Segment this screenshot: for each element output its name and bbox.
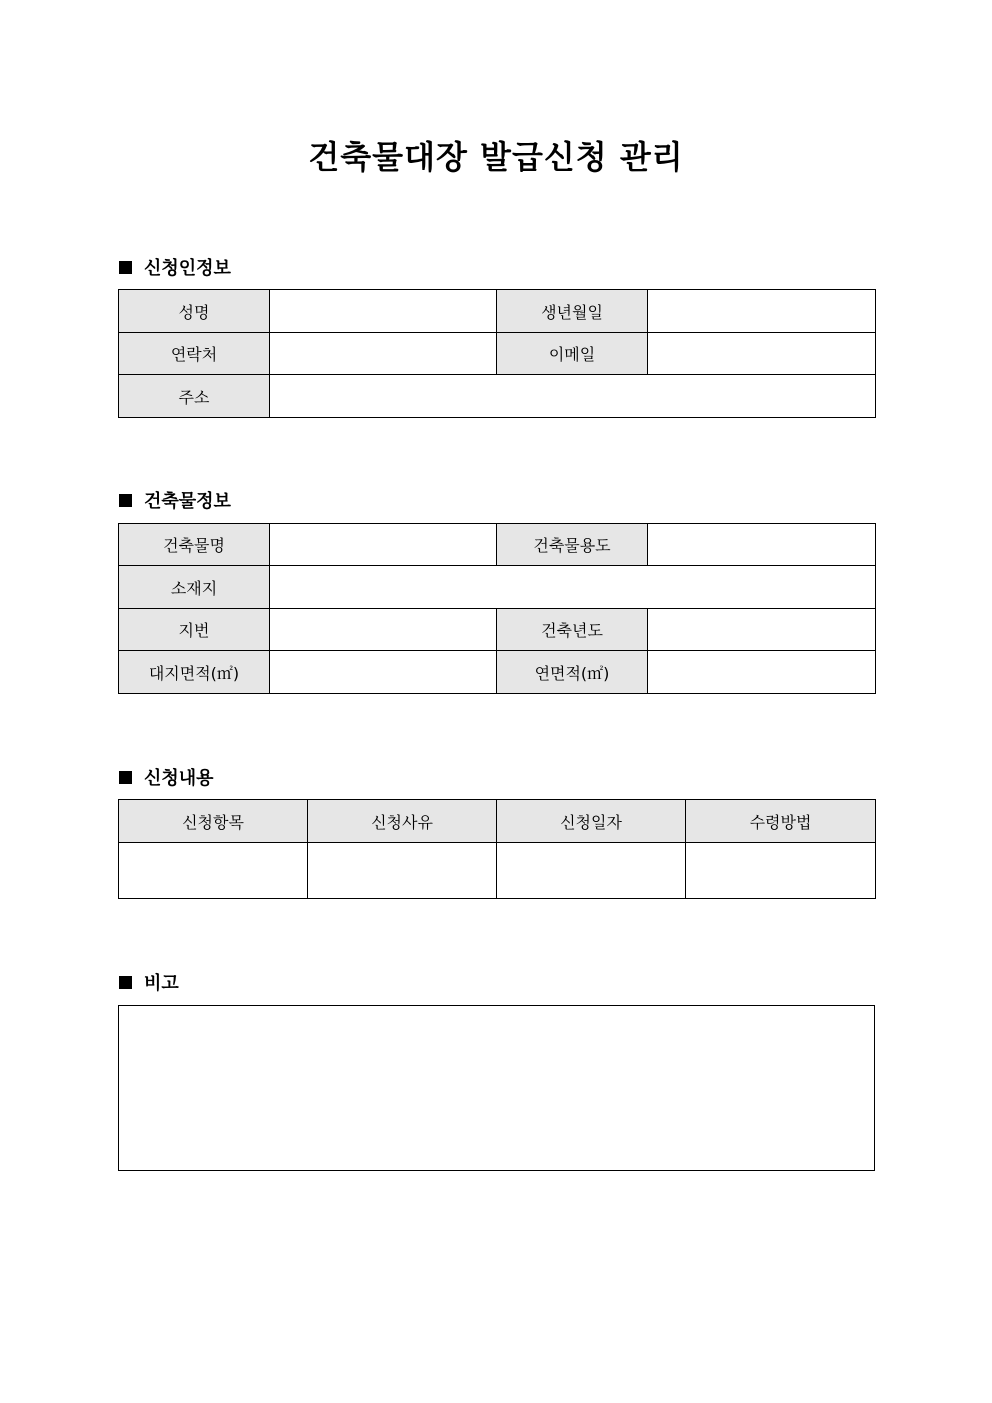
square-bullet-icon: [119, 976, 132, 989]
floor-area-field[interactable]: [648, 651, 876, 694]
building-section-title: 건축물정보: [144, 491, 231, 512]
email-label: 이메일: [497, 333, 648, 375]
birth-label: 생년월일: [497, 290, 648, 333]
contact-field[interactable]: [270, 333, 497, 375]
birth-field[interactable]: [648, 290, 876, 333]
square-bullet-icon: [119, 494, 132, 507]
email-field[interactable]: [648, 333, 876, 375]
lot-number-field[interactable]: [270, 609, 497, 651]
request-section-title: 신청내용: [144, 768, 214, 789]
remarks-section-title: 비고: [144, 973, 179, 994]
floor-area-label: 연면적(㎡): [497, 651, 648, 694]
request-reason-field[interactable]: [308, 843, 497, 899]
address-label: 주소: [119, 375, 270, 418]
remarks-field[interactable]: [118, 1005, 875, 1171]
location-label: 소재지: [119, 566, 270, 609]
request-table: [118, 799, 876, 899]
request-reason-header: 신청사유: [308, 800, 497, 843]
receipt-method-header: 수령방법: [686, 800, 876, 843]
request-item-header: 신청항목: [119, 800, 308, 843]
applicant-section-title: 신청인정보: [144, 258, 231, 279]
page-title: 건축물대장 발급신청 관리: [308, 138, 684, 176]
name-field[interactable]: [270, 290, 497, 333]
receipt-method-field[interactable]: [686, 843, 876, 899]
building-use-field[interactable]: [648, 524, 876, 566]
request-date-field[interactable]: [497, 843, 686, 899]
request-item-field[interactable]: [119, 843, 308, 899]
lot-number-label: 지번: [119, 609, 270, 651]
address-field[interactable]: [270, 375, 876, 418]
square-bullet-icon: [119, 771, 132, 784]
build-year-field[interactable]: [648, 609, 876, 651]
building-name-field[interactable]: [270, 524, 497, 566]
building-table: [118, 523, 876, 694]
site-area-field[interactable]: [270, 651, 497, 694]
building-name-label: 건축물명: [119, 524, 270, 566]
request-date-header: 신청일자: [497, 800, 686, 843]
applicant-table: [118, 289, 876, 418]
name-label: 성명: [119, 290, 270, 333]
remarks-section-heading: [119, 969, 179, 995]
applicant-section-heading: [119, 254, 231, 280]
square-bullet-icon: [119, 261, 132, 274]
contact-label: 연락처: [119, 333, 270, 375]
request-section-heading: [119, 764, 214, 790]
location-field[interactable]: [270, 566, 876, 609]
building-use-label: 건축물용도: [497, 524, 648, 566]
build-year-label: 건축년도: [497, 609, 648, 651]
building-section-heading: [119, 487, 231, 513]
site-area-label: 대지면적(㎡): [119, 651, 270, 694]
